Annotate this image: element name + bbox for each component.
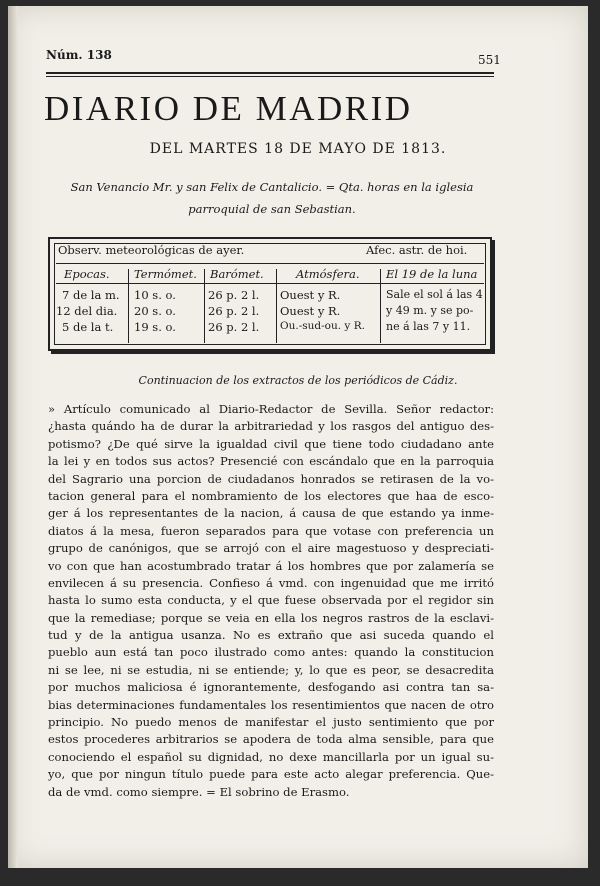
article-line: conociendo el español su dignidad, no dexe mancillarla por un igual su-: [48, 749, 494, 764]
article-line: por muchos maliciosa é ignorantemente, desfogando asi contra tan sa-: [48, 680, 494, 695]
weather-rule-top: [56, 263, 484, 264]
weather-heading-right: Afec. astr. de hoi.: [366, 243, 468, 257]
row-barometro: 26 p. 2 l.: [208, 304, 260, 318]
section-title: Continuacion de los extractos de los periódicos de Cádiz.: [138, 374, 458, 387]
weather-col-divider: [380, 269, 381, 343]
row-epoca: 5 de la t.: [62, 320, 114, 334]
article-line: bias determinaciones fundamentales los resentimientos que nacen de otro: [48, 697, 494, 712]
page-spine: [8, 6, 18, 868]
page-number: 551: [478, 53, 501, 67]
col-header-luna: El 19 de la luna: [386, 267, 478, 281]
row-termometro: 20 s. o.: [134, 304, 176, 318]
article-body: [48, 401, 494, 801]
weather-col-divider: [276, 269, 277, 343]
article-line: potismo? ¿De qué sirve la igualdad civil que tiene todo ciudadano ante: [48, 436, 494, 451]
article-line: da de vmd. como siempre. = El sobrino de Erasmo.: [48, 784, 350, 799]
article-line: yo, que por ningun título puede para este acto alegar preferencia. Que-: [48, 767, 494, 782]
article-line: del Sagrario una porcion de ciudadanos honrados se retirasen de la vo-: [48, 471, 494, 486]
article-line: tud y de la antigua usanza. No es extraño que asi suceda quando el: [48, 628, 494, 643]
article-line: vo con que han acostumbrado tratar á los hombres que por zalamería se: [48, 558, 494, 573]
issue-number: Núm. 138: [46, 48, 112, 62]
col-header-termometro: Termómet.: [134, 267, 197, 281]
col-header-epocas: Epocas.: [64, 267, 110, 281]
article-line: hasta lo sumo esta conducta, y el que fuese observada por el regidor sin: [48, 593, 494, 608]
weather-col-divider: [204, 269, 205, 343]
weather-rule-columns: [56, 283, 484, 284]
newspaper-page: [8, 6, 588, 868]
article-line: principio. No puedo menos de manifestar el justo sentimiento que por: [48, 715, 494, 730]
row-atmosfera: Ouest y R.: [280, 288, 341, 302]
article-line: pueblo aun está tan poco ilustrado como antes: quando la constitucion: [48, 645, 494, 660]
article-line: » Artículo comunicado al Diario-Redactor de Sevilla. Señor redactor:: [48, 402, 494, 416]
article-line: la lei y en todos sus actos? Presencié con escándalo que en la parroquia: [48, 454, 494, 469]
weather-col-divider: [128, 269, 129, 343]
masthead-title: DIARIO DE MADRID: [44, 89, 413, 128]
row-barometro: 26 p. 2 l.: [208, 320, 260, 334]
article-line: ni se lee, ni se estudia, ni se entiende; y, lo que es peor, se desacredita: [48, 662, 494, 677]
col-header-barometro: Barómet.: [210, 267, 264, 281]
article-line: grupo de canónigos, que se arrojó con el aire magestuoso y despreciati-: [48, 541, 494, 556]
article-line: que la remediase; porque se veia en ella los negros rastros de la esclavi-: [48, 610, 494, 625]
row-termometro: 19 s. o.: [134, 320, 176, 334]
article-line: ¿hasta quándo ha de durar la arbitrariedad y los rasgos del antiguo des-: [48, 419, 494, 434]
weather-heading-left: Observ. meteorológicas de ayer.: [58, 243, 245, 257]
astro-line-2: y 49 m. y se po-: [386, 304, 474, 317]
article-line: diatos á la mesa, fueron separados para que votase con preferencia un: [48, 523, 494, 538]
saints-line-2: parroquial de san Sebastian.: [188, 202, 356, 216]
col-header-atmosfera: Atmósfera.: [296, 267, 360, 281]
saints-of-day: [48, 176, 496, 220]
row-termometro: 10 s. o.: [134, 288, 176, 302]
article-line: estos procederes arbitrarios se apodera de toda alma sensible, para que: [48, 732, 494, 747]
astro-line-1: Sale el sol á las 4: [386, 288, 483, 301]
article-line: envilecen á su presencia. Confieso á vmd. con ingenuidad que me irritó: [48, 575, 494, 590]
row-epoca: 12 del dia.: [56, 304, 118, 318]
header-rule-thin: [46, 76, 494, 77]
astro-line-3: ne á las 7 y 11.: [386, 320, 471, 333]
row-epoca: 7 de la m.: [62, 288, 120, 302]
row-atmosfera: Ou.-sud-ou. y R.: [280, 320, 365, 332]
saints-line-1: San Venancio Mr. y san Felix de Cantalicio. = Qta. horas en la iglesia: [70, 180, 474, 194]
article-line: ger á los representantes de la nacion, á causa de que estando ya inme-: [48, 506, 494, 521]
row-atmosfera: Ouest y R.: [280, 304, 341, 318]
header-rule-thick: [46, 72, 494, 74]
issue-date: DEL MARTES 18 DE MAYO DE 1813.: [149, 141, 447, 157]
row-barometro: 26 p. 2 l.: [208, 288, 260, 302]
weather-table: [48, 237, 492, 351]
article-line: tacion general para el nombramiento de los electores que haa de esco-: [48, 488, 494, 503]
